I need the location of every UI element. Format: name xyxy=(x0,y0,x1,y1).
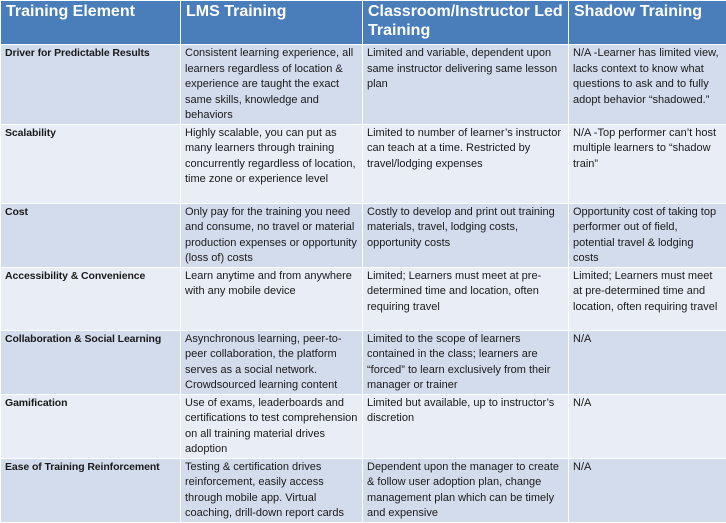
table-row xyxy=(1,203,726,267)
row-label: Gamification xyxy=(1,394,181,458)
row-label: Accessibility & Convenience xyxy=(1,267,181,330)
classroom-cell: Limited to the scope of learners contained in the class; learners are “forced” to learn exclusively from their manager or trainer xyxy=(363,330,569,394)
table-row xyxy=(1,45,726,125)
table-row xyxy=(1,267,726,330)
shadow-cell: N/A xyxy=(569,394,726,458)
table-body xyxy=(1,45,726,523)
header-training-element: Training Element xyxy=(1,1,181,45)
table-header xyxy=(1,1,726,45)
header-row xyxy=(1,1,726,45)
classroom-cell: Dependent upon the manager to create & follow user adoption plan, change management plan which can be timely and expensive xyxy=(363,458,569,522)
table-row xyxy=(1,124,726,203)
table-row xyxy=(1,458,726,522)
shadow-cell: N/A -Learner has limited view, lacks context to know what questions to ask and to fully adopt behavior “shadowed.” xyxy=(569,45,726,125)
lms-cell: Use of exams, leaderboards and certifications to test comprehension on all training material drives adoption xyxy=(181,394,363,458)
shadow-cell: Opportunity cost of taking top performer out of field, potential travel & lodging costs xyxy=(569,203,726,267)
header-shadow-training: Shadow Training xyxy=(569,1,726,45)
row-label: Cost xyxy=(1,203,181,267)
shadow-cell: Limited; Learners must meet at pre-determined time and location, often requiring travel xyxy=(569,267,726,330)
lms-cell: Highly scalable, you can put as many learners through training concurrently regardless of location, time zone or experience level xyxy=(181,124,363,203)
row-label: Ease of Training Reinforcement xyxy=(1,458,181,522)
classroom-cell: Limited; Learners must meet at pre-determined time and location, often requiring travel xyxy=(363,267,569,330)
row-label: Collaboration & Social Learning xyxy=(1,330,181,394)
lms-cell: Only pay for the training you need and consume, no travel or material production expenses or opportunity (loss of) costs xyxy=(181,203,363,267)
row-label: Scalability xyxy=(1,124,181,203)
row-label: Driver for Predictable Results xyxy=(1,45,181,125)
shadow-cell: N/A -Top performer can’t host multiple learners to “shadow train” xyxy=(569,124,726,203)
table-row xyxy=(1,330,726,394)
shadow-cell: N/A xyxy=(569,458,726,522)
classroom-cell: Costly to develop and print out training materials, travel, lodging costs, opportunity costs xyxy=(363,203,569,267)
classroom-cell: Limited but available, up to instructor’s discretion xyxy=(363,394,569,458)
lms-cell: Consistent learning experience, all learners regardless of location & experience are taught the exact same skills, knowledge and behaviors xyxy=(181,45,363,125)
lms-cell: Asynchronous learning, peer-to-peer collaboration, the platform serves as a social network. Crowdsourced learning content xyxy=(181,330,363,394)
header-lms-training: LMS Training xyxy=(181,1,363,45)
lms-cell: Learn anytime and from anywhere with any mobile device xyxy=(181,267,363,330)
shadow-cell: N/A xyxy=(569,330,726,394)
lms-cell: Testing & certification drives reinforcement, easily access through mobile app. Virtual coaching, drill-down report cards xyxy=(181,458,363,522)
classroom-cell: Limited and variable, dependent upon same instructor delivering same lesson plan xyxy=(363,45,569,125)
classroom-cell: Limited to number of learner’s instructor can teach at a time. Restricted by travel/lodging expenses xyxy=(363,124,569,203)
header-classroom-training: Classroom/Instructor Led Training xyxy=(363,1,569,45)
table-row xyxy=(1,394,726,458)
